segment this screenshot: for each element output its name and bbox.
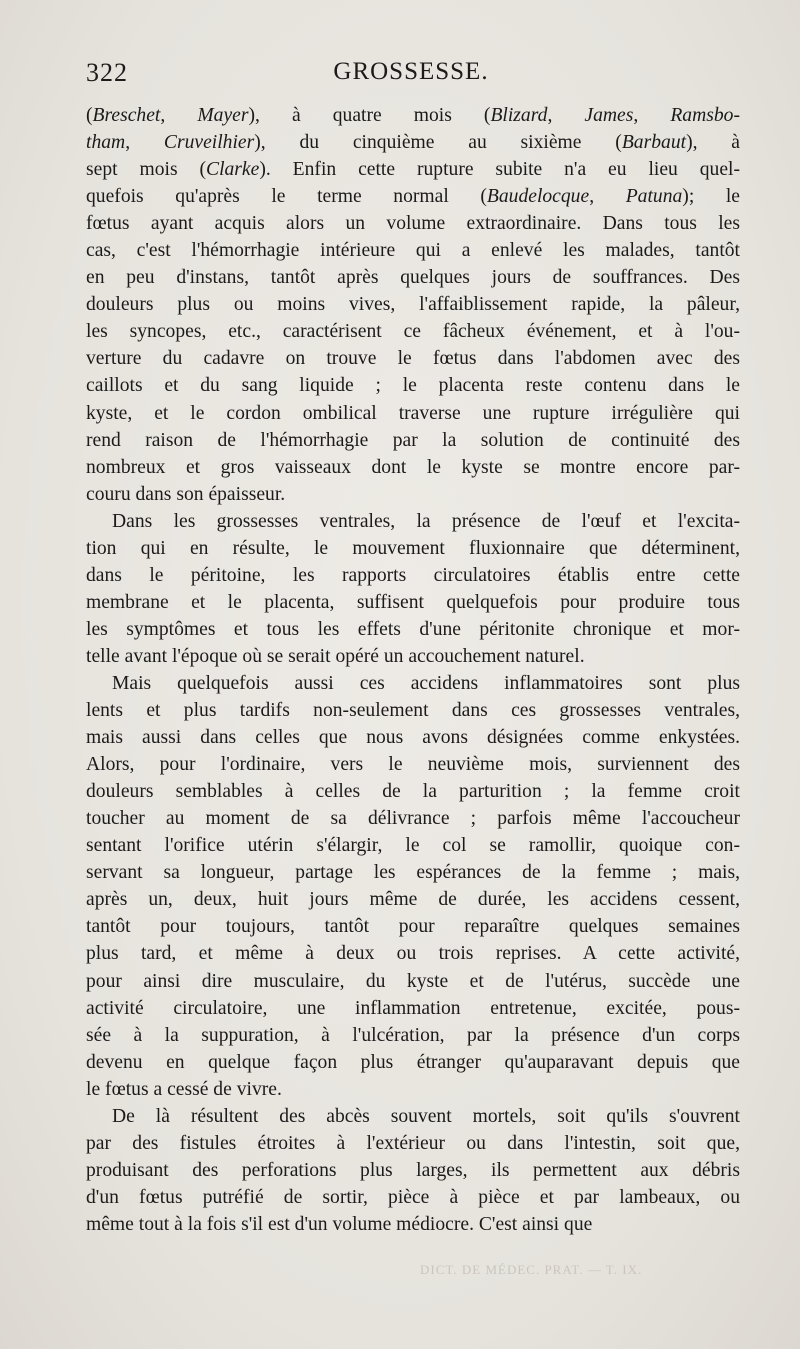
text-line: douleurs plus ou moins vives, l'affaiblissement rapide, la pâleur, (86, 294, 740, 316)
text-line: pour ainsi dire musculaire, du kyste et de l'utérus, succède une (86, 970, 740, 992)
text-line: Mais quelquefois aussi ces accidens inflammatoires sont plus (112, 672, 740, 694)
text-line: Alors, pour l'ordinaire, vers le neuvième mois, surviennent des (86, 754, 740, 776)
page-header (86, 58, 736, 94)
text-line: après un, deux, huit jours même de durée, les accidens cessent, (86, 889, 740, 911)
text-line: mais aussi dans celles que nous avons désignées comme enkystées. (86, 727, 740, 749)
text-line: lents et plus tardifs non-seulement dans ces grossesses ventrales, (86, 700, 740, 722)
text-line: quefois qu'après le terme normal (Baudelocque, Patuna); le (86, 186, 741, 208)
text-line: sée à la suppuration, à l'ulcération, par la présence d'un corps (86, 1024, 740, 1046)
text-line: devenu en quelque façon plus étranger qu'auparavant depuis que (86, 1051, 740, 1073)
paragraph (86, 508, 740, 670)
text-line: sentant l'orifice utérin s'élargir, le col se ramollir, quoique con- (86, 835, 740, 857)
text-line: cas, c'est l'hémorrhagie intérieure qui a enlevé les malades, tantôt (86, 240, 740, 262)
text-line: les symptômes et tous les effets d'une péritonite chronique et mor- (86, 618, 740, 640)
text-line: toucher au moment de sa délivrance ; parfois même l'accoucheur (86, 808, 740, 830)
text-line: fœtus ayant acquis alors un volume extraordinaire. Dans tous les (86, 213, 740, 235)
text-line: couru dans son épaisseur. (86, 483, 286, 505)
text-line: les syncopes, etc., caractérisent ce fâcheux événement, et à l'ou- (86, 321, 740, 343)
text-line: produisant des perforations plus larges, ils permettent aux débris (86, 1159, 740, 1181)
paragraph (86, 102, 740, 508)
text-line: servant sa longueur, partage les espérances de la femme ; mais, (86, 862, 740, 884)
text-line: activité circulatoire, une inflammation entretenue, excitée, pous- (86, 997, 740, 1019)
running-head: GROSSESSE. (333, 58, 489, 85)
text-line: De là résultent des abcès souvent mortels, soit qu'ils s'ouvrent (112, 1105, 740, 1127)
paragraph (86, 670, 740, 1103)
text-line: telle avant l'époque où se serait opéré un accouchement naturel. (86, 645, 585, 667)
text-line: sept mois (Clarke). Enfin cette rupture subite n'a eu lieu quel- (86, 159, 740, 181)
page-number: 322 (86, 58, 128, 87)
text-line: Dans les grossesses ventrales, la présence de l'œuf et l'excita- (112, 510, 740, 532)
text-line: douleurs semblables à celles de la parturition ; la femme croit (86, 781, 740, 803)
text-line: le fœtus a cessé de vivre. (86, 1078, 282, 1100)
text-line: nombreux et gros vaisseaux dont le kyste se montre encore par- (86, 456, 740, 478)
text-line: dans le péritoine, les rapports circulatoires établis entre cette (86, 564, 740, 586)
show-through-footer: DICT. DE MÉDEC. PRAT. — T. IX. (420, 1262, 643, 1277)
text-line: caillots et du sang liquide ; le placenta reste contenu dans le (86, 375, 740, 397)
text-line: plus tard, et même à deux ou trois reprises. A cette activité, (86, 943, 740, 965)
text-line: rend raison de l'hémorrhagie par la solution de continuité des (86, 429, 740, 451)
text-line: tham, Cruveilhier), du cinquième au sixième (Barbaut), à (86, 132, 740, 154)
text-line: (Breschet, Mayer), à quatre mois (Blizard, James, Ramsbo- (86, 105, 741, 126)
text-line: par des fistules étroites à l'extérieur ou dans l'intestin, soit que, (86, 1132, 740, 1154)
text-line: en peu d'instans, tantôt après quelques jours de souffrances. Des (86, 267, 740, 289)
text-line: kyste, et le cordon ombilical traverse une rupture irrégulière qui (86, 402, 740, 424)
body-text (86, 102, 740, 1238)
text-line: même tout à la fois s'il est d'un volume médiocre. C'est ainsi que (86, 1213, 593, 1235)
text-line: d'un fœtus putréfié de sortir, pièce à pièce et par lambeaux, ou (86, 1186, 740, 1208)
text-line: tion qui en résulte, le mouvement fluxionnaire que déterminent, (86, 537, 740, 559)
text-line: membrane et le placenta, suffisent quelquefois pour produire tous (86, 591, 740, 613)
text-line: verture du cadavre on trouve le fœtus dans l'abdomen avec des (86, 348, 740, 370)
paragraph (86, 1103, 740, 1238)
text-line: tantôt pour toujours, tantôt pour reparaître quelques semaines (86, 916, 740, 938)
